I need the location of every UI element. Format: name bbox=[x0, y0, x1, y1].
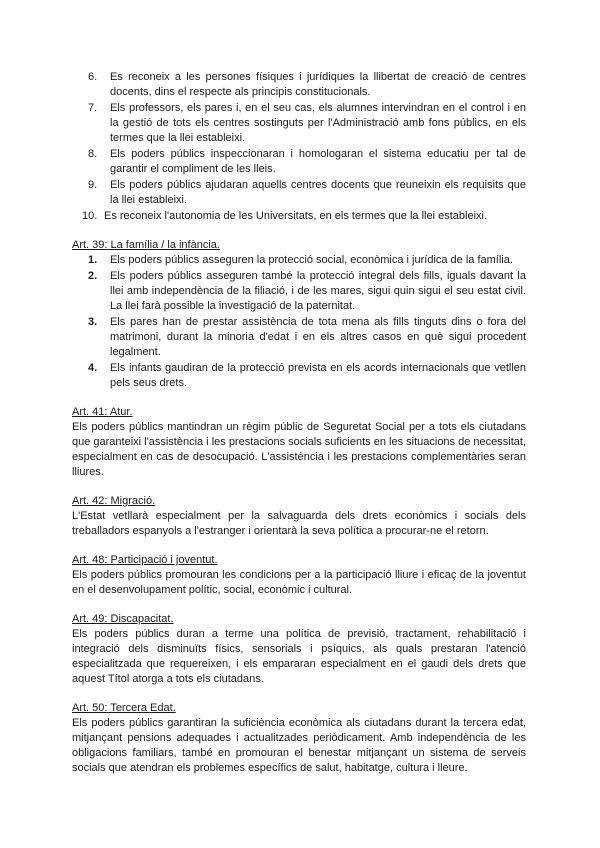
list-item bbox=[72, 315, 526, 360]
list-number: 8. bbox=[88, 148, 98, 160]
list-text: Els poders públics asseguren també la protecció integral dels fills, iguals davant la llei amb independència de la filiació, i de les mares, sigui quin sigui el seu estat civil. La llei farà possible la investigació de la paternitat. bbox=[110, 270, 526, 312]
section-heading: Art. 42: Migració. bbox=[72, 495, 156, 507]
list-item bbox=[72, 209, 526, 224]
section-paragraph: Els poders públics mantindran un règim públic de Seguretat Social per a tots els ciutadans que garanteixi l'assistència i les prestacions socials suficients en les situacions de necessitat, especialment en cas de desocupació. L'assistència i les prestacions complementàries seran lliures. bbox=[72, 421, 526, 478]
section-paragraph: Els poders públics garantiran la suficiència econòmica als ciutadans durant la tercera edat, mitjançant pensions adequades i actualitzades periòdicament. Amb independència de les obligacions familiars, també en promouran el benestar mitjançant un sistema de serveis socials que atendran els problemes específics de salut, habitatge, cultura i lleure. bbox=[72, 717, 526, 774]
section-paragraph: L'Estat vetllarà especialment per la salvaguarda dels drets econòmics i socials dels treballadors espanyols a l'estranger i orientarà la seva política a procurar-ne el retorn. bbox=[72, 510, 526, 537]
list-text: Els poders públics asseguren la protecció social, econòmica i jurídica de la família. bbox=[110, 254, 513, 266]
list-item bbox=[72, 70, 526, 100]
list-number: 6. bbox=[88, 71, 98, 83]
section-heading: Art. 49: Discapacitat. bbox=[72, 613, 174, 625]
list-text: Es reconeix l'autonomia de les Universitats, en els termes que la llei estableixi. bbox=[104, 210, 488, 222]
list-text: Els professors, els pares i, en el seu cas, els alumnes intervindran en el control i en la gestió de tots els centres sostinguts per l'Administració amb fons públics, en els termes que la llei estableixi. bbox=[110, 102, 526, 144]
section-art41 bbox=[72, 405, 526, 480]
list-text: Els poders públics inspeccionaran i homologaran el sistema educatiu per tal de garantir el compliment de les lleis. bbox=[110, 148, 526, 175]
section-art42 bbox=[72, 494, 526, 539]
document-page bbox=[72, 70, 526, 776]
section-art39 bbox=[72, 238, 526, 391]
list-item bbox=[72, 147, 526, 177]
list-item bbox=[72, 178, 526, 208]
list-item bbox=[72, 101, 526, 146]
section-paragraph: Els poders públics promouran les condicions per a la participació lliure i eficaç de la joventut en el desenvolupament polític, social, econòmic i cultural. bbox=[72, 569, 526, 596]
list-text: Els infants gaudiran de la protecció prevista en els acords internacionals que vetllen pels seus drets. bbox=[110, 362, 526, 389]
section-paragraph: Els poders públics duran a terme una política de previsió, tractament, rehabilitació i integració dels disminuïts físics, sensorials i psíquics, als quals prestaran l'atenció especialitzada que requereixen, i els empararan especialment en el gaudi dels drets que aquest Títol atorga a tots els ciutadans. bbox=[72, 628, 526, 685]
list-number: 10. bbox=[82, 210, 98, 222]
list-number: 3. bbox=[88, 316, 98, 328]
list-number: 2. bbox=[88, 270, 98, 282]
numbered-list-education bbox=[72, 70, 526, 224]
section-art50 bbox=[72, 701, 526, 776]
numbered-list-family bbox=[72, 253, 526, 391]
list-number: 9. bbox=[88, 179, 98, 191]
list-text: Els poders públics ajudaran aquells centres docents que reuneixin els requisits que la llei estableixi. bbox=[110, 179, 526, 206]
section-heading: Art. 48: Participació i joventut. bbox=[72, 554, 218, 566]
section-art48 bbox=[72, 553, 526, 598]
list-number: 1. bbox=[88, 254, 98, 266]
list-text: Els pares han de prestar assistència de tota mena als fills tinguts dins o fora del matrimoni, durant la minoria d'edat i en els altres casos en què sigui procedent legalment. bbox=[110, 316, 526, 358]
section-heading: Art. 41: Atur. bbox=[72, 406, 133, 418]
list-text: Es reconeix a les persones físiques i jurídiques la llibertat de creació de centres docents, dins el respecte als principis constitucionals. bbox=[110, 71, 526, 98]
list-item bbox=[72, 269, 526, 314]
list-item bbox=[72, 253, 526, 268]
list-item bbox=[72, 361, 526, 391]
section-heading: Art. 50: Tercera Edat. bbox=[72, 702, 176, 714]
list-number: 4. bbox=[88, 362, 98, 374]
list-number: 7. bbox=[88, 102, 98, 114]
section-heading: Art. 39: La família / la infància. bbox=[72, 239, 220, 251]
section-art49 bbox=[72, 612, 526, 687]
